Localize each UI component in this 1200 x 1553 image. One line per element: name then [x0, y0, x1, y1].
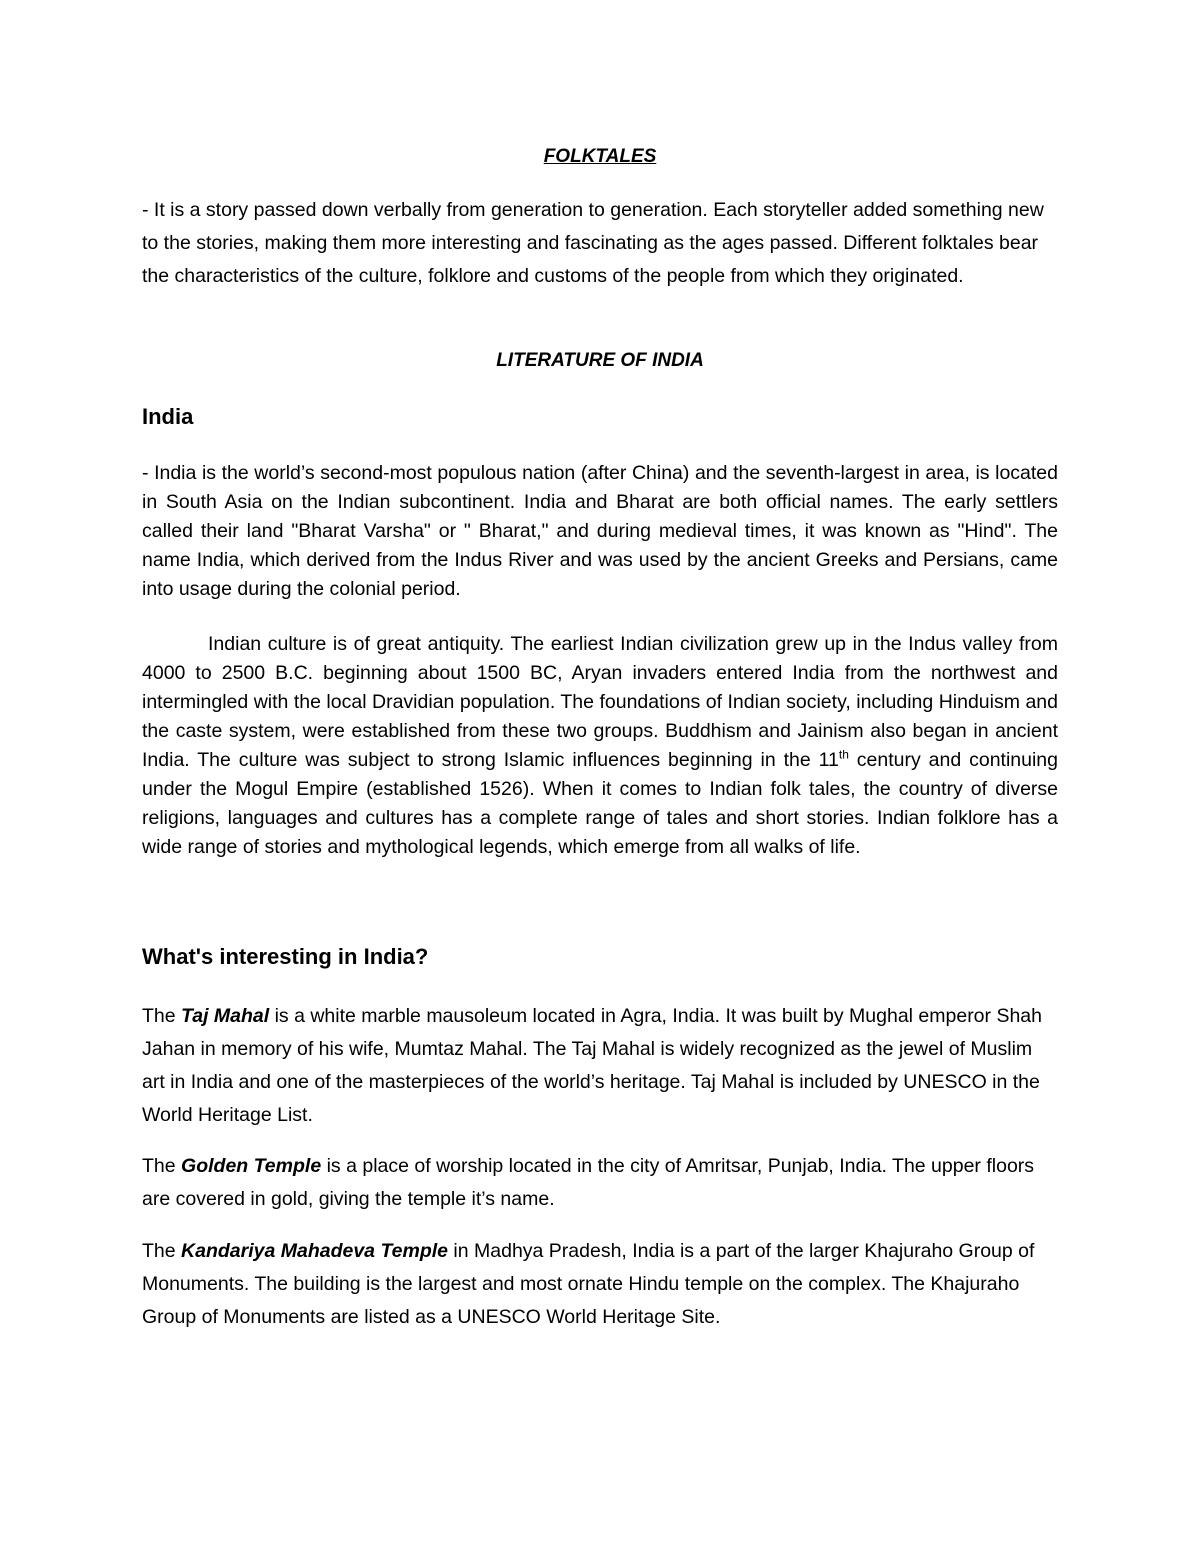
india-paragraph: - India is the world’s second-most populous nation (after China) and the seventh-largest in area, is located in South Asia on the Indian subcontinent. India and Bharat are both official names. The early settlers called their land "Bharat Varsha" or " Bharat," and during medieval times, it was known as "Hind". The name India, which derived from the Indus River and was used by the ancient Greeks and Persians, came into usage during the colonial period. [142, 462, 1058, 600]
taj-mahal-name: Taj Mahal [181, 1005, 270, 1027]
interesting-heading: What's interesting in India? [142, 944, 429, 969]
culture-paragraph [142, 630, 1058, 862]
kandariya-temple-paragraph [142, 1235, 1058, 1334]
golden-temple-name: Golden Temple [181, 1155, 322, 1177]
india-heading: India [142, 404, 194, 429]
literature-title: LITERATURE OF INDIA [496, 350, 704, 371]
golden-temple-paragraph [142, 1150, 1058, 1216]
folktales-title: FOLKTALES [543, 146, 657, 167]
culture-text-part1: Indian culture is of great antiquity. The earliest Indian civilization grew up in the Indus valley from 4000 to 2500 B.C. beginning about 1500 BC, Aryan invaders entered India from the northwest and intermingled with the local Dravidian population. The foundations of Indian society, including Hinduism and the caste system, were established from these two groups. Buddhism and Jainism also began in ancient India. The culture was subject to strong Islamic influences beginning in the 11 [142, 633, 1058, 771]
taj-text: is a white marble mausoleum located in Agra, India. It was built by Mughal emperor Shah Jahan in memory of his wife, Mumtaz Mahal. The Taj Mahal is widely recognized as the jewel of Muslim art in India and one of the masterpieces of the world’s heritage. Taj Mahal is included by UNESCO in the World Heritage List. [142, 1005, 1042, 1126]
kandariya-prefix: The [142, 1240, 182, 1262]
taj-mahal-paragraph [142, 1000, 1058, 1132]
culture-text-part2: century and continuing under the Mogul Empire (established 1526). When it comes to Indian folk tales, the country of diverse religions, languages and cultures has a complete range of tales and short stories. Indian folklore has a wide range of stories and mythological legends, which emerge from all walks of life. [142, 749, 1058, 858]
folktales-definition: - It is a story passed down verbally from generation to generation. Each storyteller added something new to the stories, making them more interesting and fascinating as the ages passed. Different folktales bear the characteristics of the culture, folklore and customs of the people from which they originated. [142, 199, 1044, 287]
kandariya-temple-name: Kandariya Mahadeva Temple [181, 1240, 448, 1262]
kandariya-text: in Madhya Pradesh, India is a part of the larger Khajuraho Group of Monuments. The building is the largest and most ornate Hindu temple on the complex. The Khajuraho Group of Monuments are listed as a UNESCO World Heritage Site. [142, 1240, 1035, 1328]
golden-prefix: The [142, 1155, 182, 1177]
golden-text: is a place of worship located in the city of Amritsar, Punjab, India. The upper floors are covered in gold, giving the temple it’s name. [142, 1155, 1035, 1210]
document-page [142, 0, 1058, 1553]
culture-superscript: th [838, 747, 849, 762]
taj-prefix: The [142, 1005, 182, 1027]
